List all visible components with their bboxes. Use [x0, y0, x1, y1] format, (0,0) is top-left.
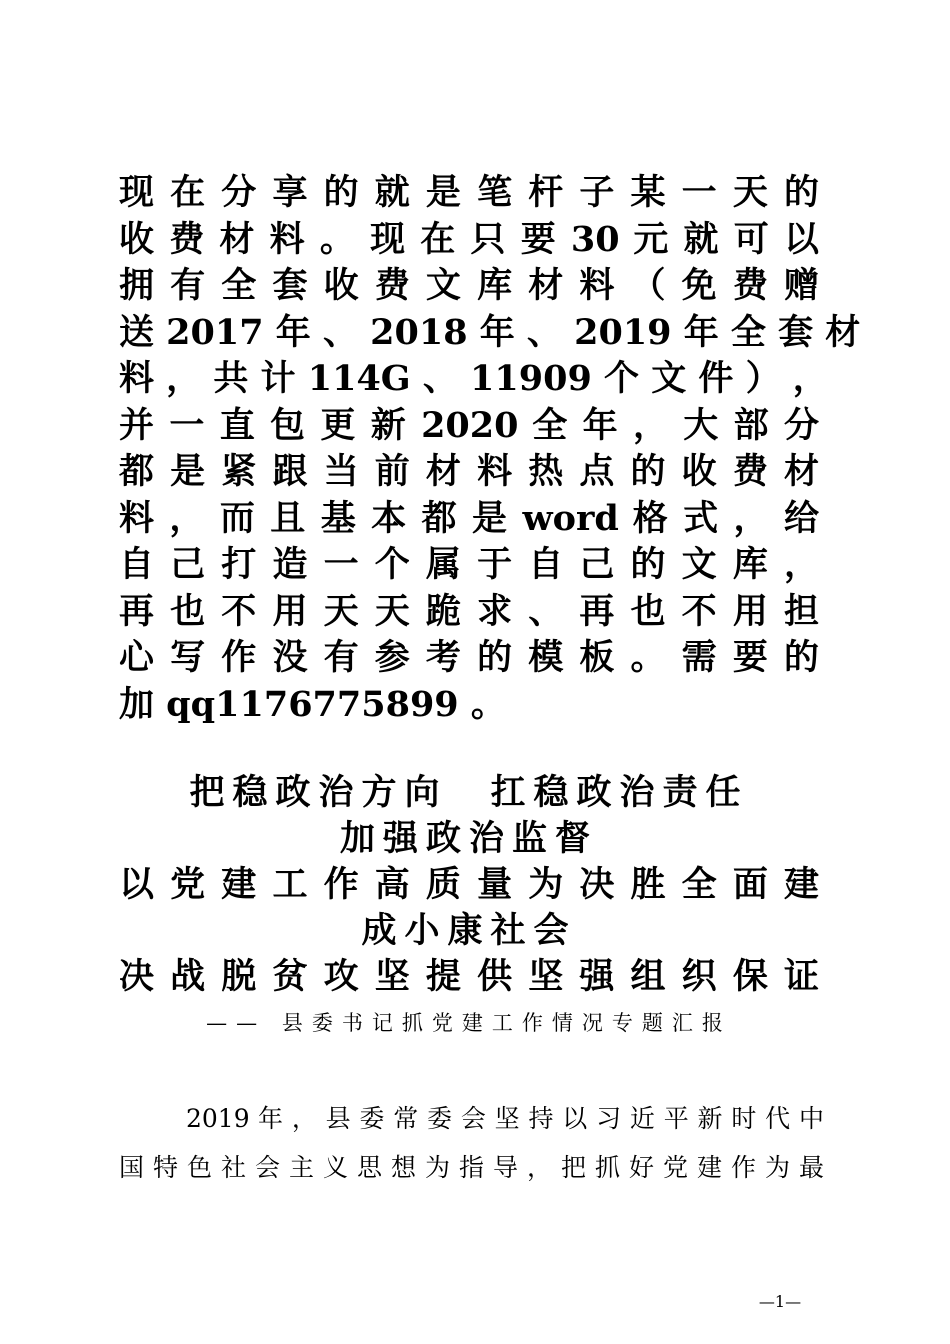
page-number: —1—: [758, 1292, 802, 1311]
body-line: 2019 年 ， 县 委 常 委 会 坚 持 以 习 近 平 新 时 代 中: [186, 1104, 824, 1133]
promo-line: 拥 有 全 套 收 费 文 库 材 料 （ 免 费 赠: [119, 265, 819, 306]
promo-line: 并 一 直 包 更 新 2020 全 年 ， 大 部 分: [119, 404, 819, 446]
promo-line: 现 在 分 享 的 就 是 笔 杆 子 某 一 天 的: [119, 172, 819, 213]
promo-line: 料 ， 共 计 114G 、 11909 个 文 件 ） ，: [119, 358, 828, 399]
body-line: 国 特 色 社 会 主 义 思 想 为 指 导 ， 把 抓 好 党 建 作 为 最: [119, 1153, 824, 1182]
promo-line: 都 是 紧 跟 当 前 材 料 热 点 的 收 费 材: [119, 451, 819, 492]
promo-line: 收 费 材 料 。 现 在 只 要 30 元 就 可 以: [119, 218, 819, 260]
promo-line: 心 写 作 没 有 参 考 的 模 板 。 需 要 的: [119, 637, 819, 678]
body-paragraph: [119, 1094, 824, 1192]
title-line: 以 党 建 工 作 高 质 量 为 决 胜 全 面 建: [119, 864, 819, 905]
promo-line: 再 也 不 用 天 天 跪 求 、 再 也 不 用 担: [119, 590, 819, 632]
promo-line: 料 ， 而 且 基 本 都 是 word 格 式 ， 给: [119, 497, 819, 539]
title-line: 成小康社会: [361, 910, 577, 951]
promo-paragraph: [119, 170, 861, 728]
promo-line: 自 己 打 造 一 个 属 于 自 己 的 文 库 ，: [119, 544, 819, 585]
promo-line: 加 qq1176775899 。: [119, 683, 506, 725]
promo-line: 送 2017 年 、 2018 年 、 2019 年 全 套 材: [119, 311, 861, 353]
title-line: 决 战 脱 贫 攻 坚 提 供 坚 强 组 织 保 证: [119, 956, 819, 997]
title-line: 把稳政治方向 扛稳政治责任: [189, 772, 749, 813]
document-subtitle: —— 县委书记抓党建工作情况专题汇报: [206, 1011, 732, 1035]
document-title: [119, 770, 819, 1000]
title-line: 加强政治监督: [339, 818, 598, 859]
